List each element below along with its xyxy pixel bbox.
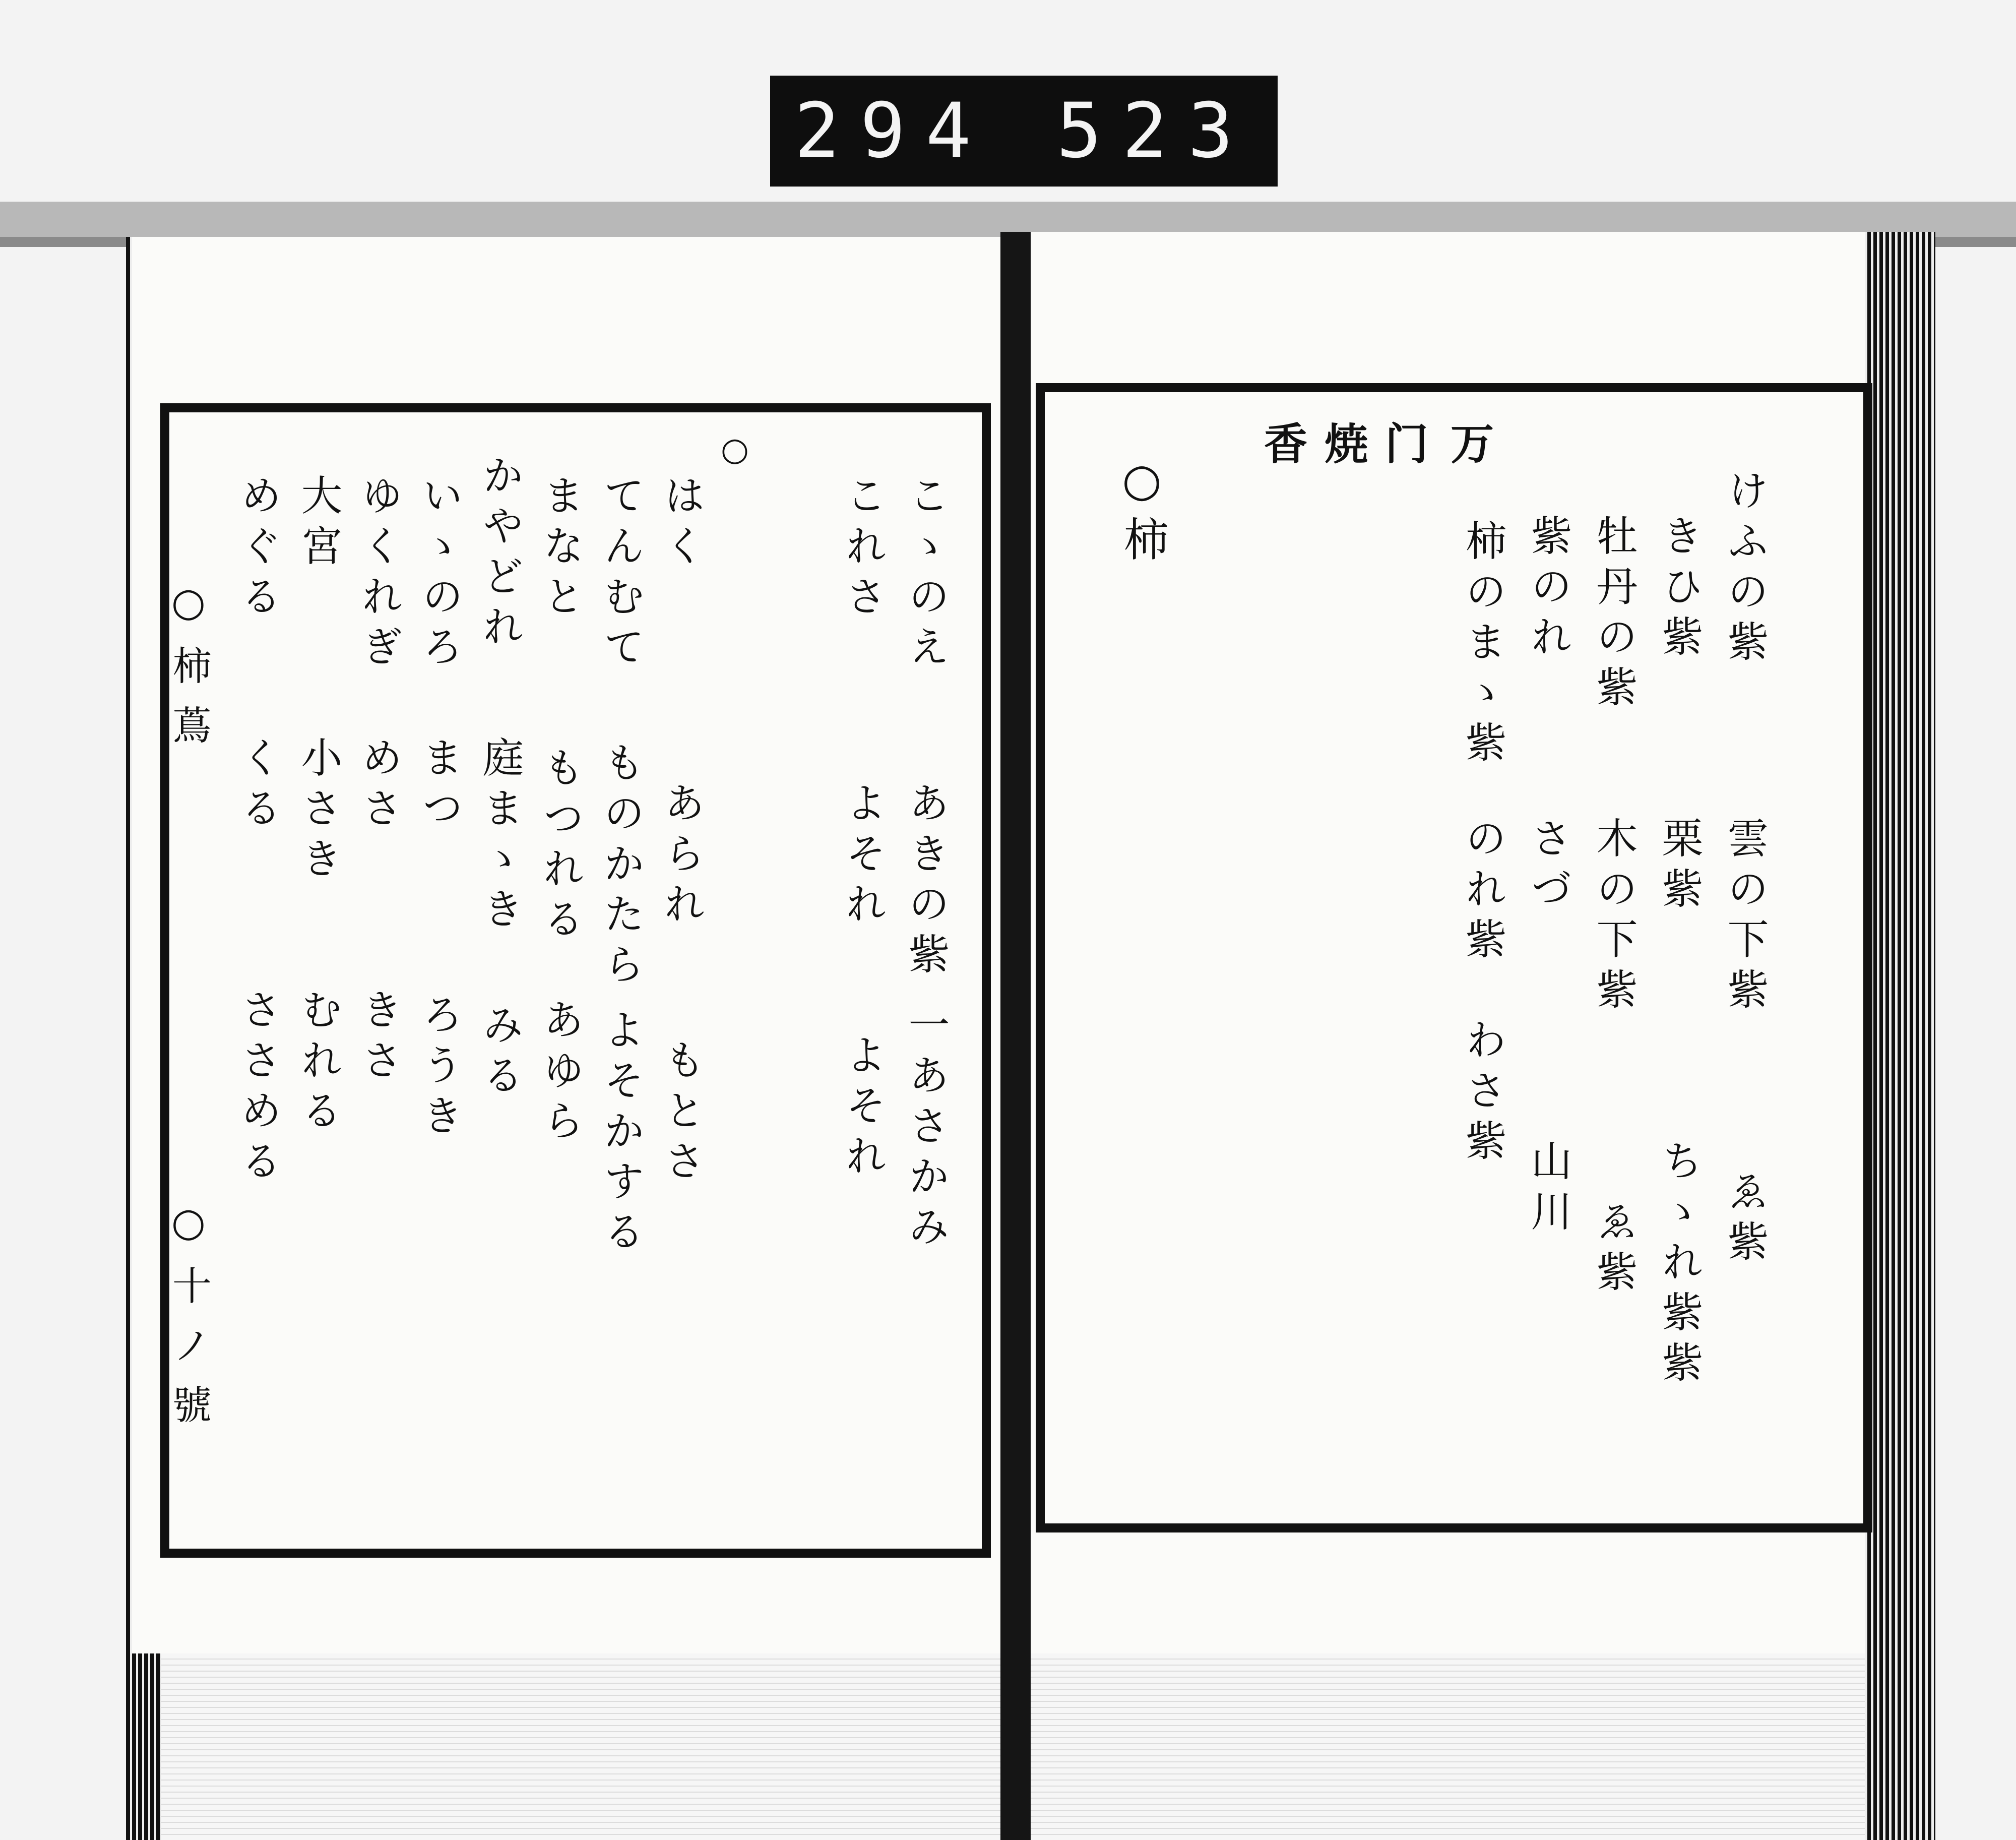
- verse-top: これさ: [839, 474, 887, 625]
- verse-mid: 小さき: [294, 736, 342, 887]
- verse-top: 柿のまゝ紫: [1459, 519, 1506, 771]
- section-heading-persimmon: ○柿: [1115, 454, 1168, 570]
- verse-low: ささめる: [234, 988, 282, 1190]
- verse-top: 牡丹の紫: [1590, 514, 1637, 716]
- verse-mid: ものかたら: [597, 741, 645, 993]
- book-bottom-edge: [132, 1648, 1935, 1840]
- verse-mid: さづ: [1524, 817, 1572, 917]
- frame-number-label: [770, 76, 1278, 187]
- verse-low: もとさ: [657, 1038, 705, 1190]
- verse-mid: 木の下紫: [1590, 817, 1637, 1018]
- right-page-edge: [1865, 232, 1935, 1840]
- heading-mark: 万: [1443, 421, 1494, 479]
- verse-mid: よそれ: [839, 781, 887, 933]
- frame-number-right: 523: [1056, 87, 1253, 175]
- verse-low: ゑ紫: [1590, 1200, 1637, 1301]
- verse-low: よそかする: [597, 1008, 645, 1260]
- verse-mid: あられ: [657, 781, 705, 933]
- heading-mark: 门: [1377, 421, 1428, 479]
- verse-low: ゑ紫: [1721, 1170, 1769, 1270]
- book-spine: [1000, 232, 1031, 1840]
- section-circle-mark: ○: [721, 431, 749, 468]
- verse-mid: 庭まゝき: [476, 736, 524, 938]
- verse-mid: のれ紫: [1459, 817, 1506, 968]
- verse-mid: もつれる: [536, 746, 584, 948]
- verse-top: こゝのえ: [902, 474, 950, 676]
- verse-mid: 栗紫: [1655, 817, 1703, 917]
- verse-top: まなと: [536, 474, 584, 625]
- verse-low: 一あさかみ: [902, 1003, 950, 1255]
- verse-low: わさ紫: [1459, 1018, 1506, 1170]
- verse-low: むれる: [294, 988, 342, 1139]
- verse-top: はく: [657, 474, 705, 575]
- verse-top: ゆくれぎ: [355, 474, 403, 676]
- verse-top: めぐる: [234, 474, 282, 625]
- verse-top: けふの紫: [1721, 469, 1769, 670]
- verse-top: てんむて: [597, 474, 645, 676]
- verse-low: ろうき: [415, 993, 463, 1144]
- verse-mid: 雲の下紫: [1721, 817, 1769, 1018]
- verse-mid: めさ: [355, 736, 403, 837]
- frame-number-left: 294: [794, 87, 991, 175]
- verse-low: みる: [476, 1003, 524, 1104]
- verse-top: きひ紫: [1655, 514, 1703, 665]
- verse-mid: あきの紫: [902, 781, 950, 983]
- verse-mid: くる: [234, 736, 282, 837]
- verse-top: 大宮: [294, 474, 342, 575]
- margin-label-persimmon-ivy: ○柿蔦: [166, 580, 211, 764]
- verse-low: 山川: [1524, 1139, 1572, 1240]
- verse-low: きさ: [355, 988, 403, 1089]
- verse-mid: まつ: [415, 736, 463, 837]
- heading-mark: 焼: [1317, 421, 1368, 479]
- heading-mark: 香: [1256, 421, 1307, 479]
- verse-low: あゆら: [536, 998, 584, 1149]
- verse-low: よそれ: [839, 1033, 887, 1185]
- verse-top: かやどれ: [476, 454, 524, 655]
- verse-top: いゝのろ: [415, 474, 463, 676]
- verse-low: ちゝれ紫紫: [1655, 1139, 1703, 1391]
- margin-label-number: ○十ノ號: [166, 1200, 211, 1444]
- verse-top: 紫のれ: [1524, 514, 1572, 665]
